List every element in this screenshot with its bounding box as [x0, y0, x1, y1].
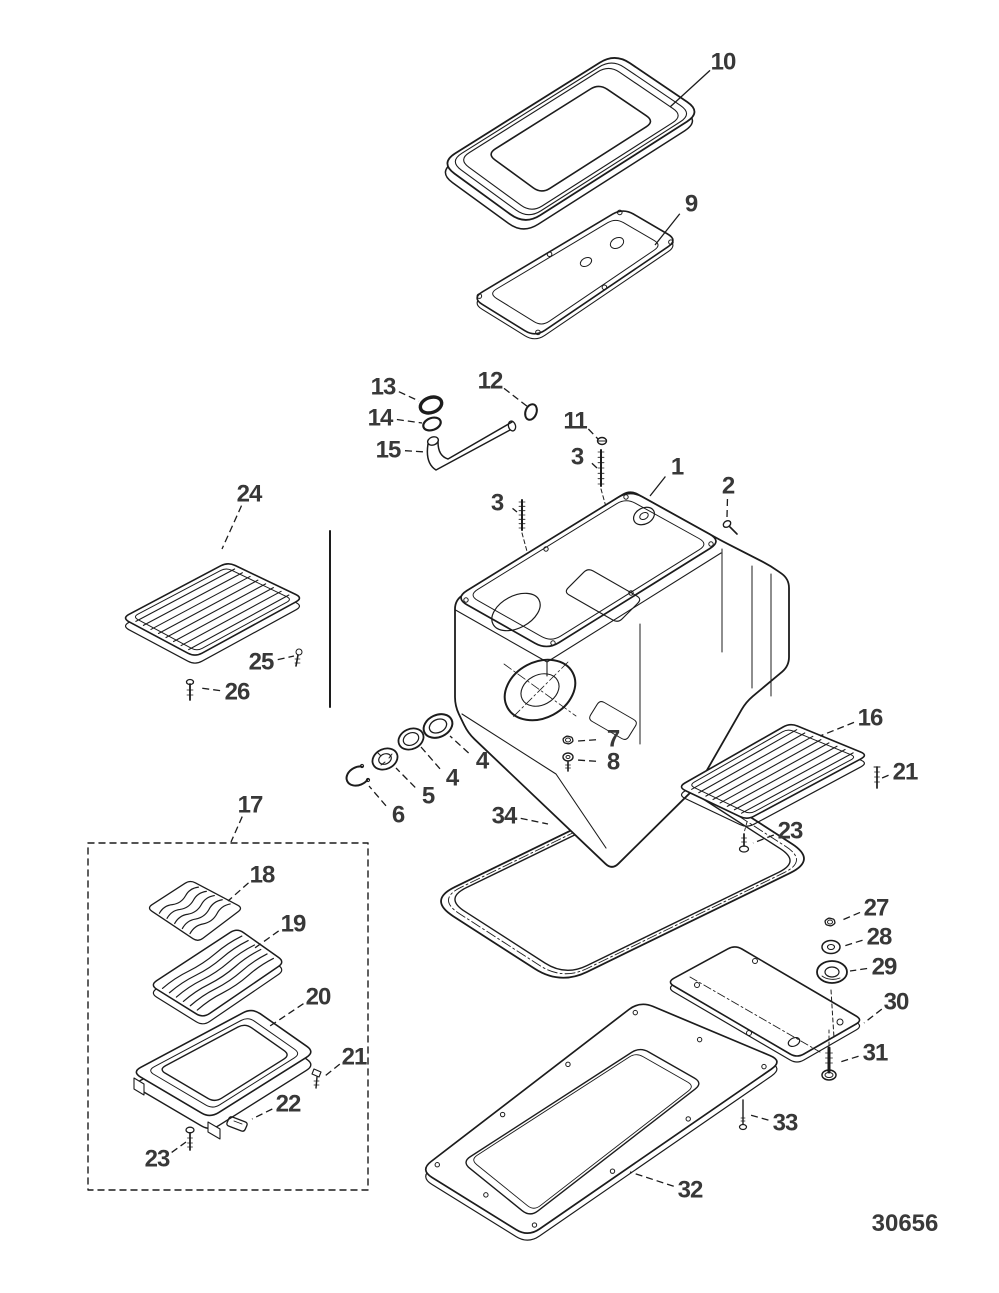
callout-leader — [421, 747, 440, 769]
part-14-oring — [421, 415, 442, 432]
callout-leader — [840, 912, 860, 921]
callout-24 — [222, 481, 263, 550]
callout-number: 13 — [370, 373, 396, 401]
part-9-cover-gasket — [477, 210, 673, 339]
callout-26 — [200, 679, 250, 706]
callout-32 — [630, 1172, 703, 1204]
callout-number: 19 — [280, 910, 306, 938]
callout-number: 6 — [391, 801, 405, 829]
callout-leader — [750, 1115, 768, 1120]
callout-leader — [840, 1056, 859, 1062]
callout-number: 32 — [677, 1176, 703, 1204]
callout-number: 23 — [777, 817, 803, 845]
callout-number: 3 — [570, 443, 584, 471]
callout-leader — [670, 70, 710, 107]
callout-leader — [650, 477, 665, 496]
callout-28 — [844, 924, 892, 951]
part-19-grate-insert — [153, 930, 281, 1024]
callout-number: 23 — [144, 1145, 170, 1173]
callout-number: 21 — [341, 1043, 367, 1071]
callout-11 — [563, 408, 598, 440]
drawing-number: 30656 — [871, 1210, 939, 1237]
callout-leader — [396, 768, 415, 787]
callout-number: 3 — [490, 489, 504, 517]
part-3-stud-left — [519, 500, 528, 555]
callout-27 — [840, 895, 889, 922]
callout-number: 29 — [871, 953, 897, 981]
callout-9 — [655, 191, 698, 246]
part-20-tray-frame — [134, 1011, 311, 1139]
callout-34 — [492, 803, 548, 830]
part-6-retaining-ring — [347, 764, 370, 785]
callout-21 — [882, 759, 918, 786]
callout-leader — [278, 656, 294, 660]
callout-18 — [228, 862, 275, 902]
callout-number: 4 — [475, 747, 489, 775]
callout-number: 30 — [883, 988, 909, 1016]
part-18-flame-arrestor — [150, 882, 241, 941]
part-25-screw — [295, 649, 302, 666]
callout-6 — [369, 786, 405, 829]
callout-number: 15 — [375, 436, 401, 464]
callout-23 — [145, 1142, 186, 1173]
part-11-screw — [598, 438, 607, 445]
callout-13 — [371, 374, 419, 402]
callout-number: 28 — [866, 923, 892, 951]
callout-number: 34 — [491, 802, 517, 830]
callout-leader — [270, 1004, 303, 1026]
part-15-water-tube — [426, 420, 516, 470]
callout-10 — [670, 49, 736, 108]
part-5-bearing — [369, 744, 401, 773]
callout-number: 9 — [684, 190, 698, 218]
callout-23 — [753, 818, 803, 845]
callout-leader — [882, 775, 889, 778]
callout-leader — [405, 451, 426, 452]
part-2-fitting — [722, 519, 737, 534]
callout-number: 33 — [772, 1109, 798, 1137]
callout-16 — [820, 705, 883, 737]
diagram-line-art — [88, 58, 880, 1240]
callout-number: 24 — [236, 480, 262, 508]
callout-leader — [200, 688, 220, 691]
callout-number: 8 — [606, 748, 620, 776]
callout-29 — [850, 954, 897, 981]
part-32-exhaust-plate — [426, 1004, 777, 1240]
part-23-screw-box — [186, 1127, 194, 1150]
callout-leader — [864, 1009, 882, 1023]
callout-number: 22 — [275, 1090, 301, 1118]
callout-33 — [750, 1110, 798, 1137]
callout-15 — [376, 437, 426, 464]
callout-number: 18 — [249, 861, 275, 889]
callout-leader — [231, 817, 242, 842]
callout-leader — [228, 883, 248, 901]
callout-number: 31 — [862, 1039, 888, 1067]
callout-leader — [222, 506, 242, 549]
part-33-screw — [740, 1100, 747, 1130]
callout-number: 10 — [710, 48, 736, 76]
callout-leader — [369, 786, 386, 806]
callout-number: 26 — [224, 678, 250, 706]
callout-30 — [864, 989, 909, 1024]
callout-leader — [504, 388, 528, 407]
callout-leader — [521, 818, 548, 824]
part-17-flame-arrestor-kit-box — [88, 843, 368, 1190]
callout-number: 17 — [237, 791, 263, 819]
callout-number: 20 — [305, 983, 331, 1011]
callout-number: 27 — [863, 894, 889, 922]
callout-leader — [252, 1109, 272, 1119]
callout-leader — [397, 420, 422, 423]
part-24-grate-plate — [126, 564, 300, 663]
callout-leader — [513, 508, 517, 512]
callout-leader — [630, 1172, 674, 1186]
callout-leader — [844, 940, 863, 946]
callout-number: 12 — [477, 367, 503, 395]
callout-3 — [571, 444, 597, 471]
callout-leader — [850, 969, 867, 971]
part-13-oring — [418, 394, 444, 416]
callout-22 — [252, 1091, 301, 1120]
callout-number: 14 — [367, 404, 393, 432]
part-10-exhaust-cover — [445, 58, 694, 229]
callout-number: 7 — [606, 725, 620, 753]
callout-number: 5 — [421, 782, 435, 810]
callout-leader — [450, 736, 469, 753]
callout-number: 21 — [892, 758, 918, 786]
part-27-nut — [825, 918, 835, 926]
callout-leader — [325, 1064, 340, 1076]
callout-leader — [820, 722, 854, 736]
callout-14 — [368, 405, 422, 432]
callout-leader — [399, 392, 419, 401]
callout-leader — [172, 1142, 186, 1152]
callout-number: 16 — [857, 704, 883, 732]
callout-number: 2 — [721, 472, 735, 500]
callout-number: 4 — [445, 764, 459, 792]
callout-21 — [325, 1044, 367, 1077]
callout-19 — [252, 911, 306, 951]
callout-2 — [722, 473, 735, 518]
callout-12 — [478, 368, 528, 408]
callout-31 — [840, 1040, 888, 1067]
part-28-washer — [822, 941, 840, 954]
callout-number: 25 — [248, 648, 274, 676]
callout-number: 11 — [563, 407, 587, 435]
callout-number: 1 — [670, 453, 684, 481]
callout-leader — [588, 429, 598, 439]
callout-leader — [592, 463, 597, 468]
part-21-screw-box — [312, 1069, 321, 1088]
callout-17 — [231, 792, 263, 843]
callout-1 — [650, 454, 684, 497]
part-21-screw-right — [874, 767, 880, 788]
callout-20 — [270, 984, 331, 1027]
callout-3 — [491, 490, 517, 517]
callout-25 — [249, 649, 294, 676]
part-26-screw — [187, 680, 194, 701]
